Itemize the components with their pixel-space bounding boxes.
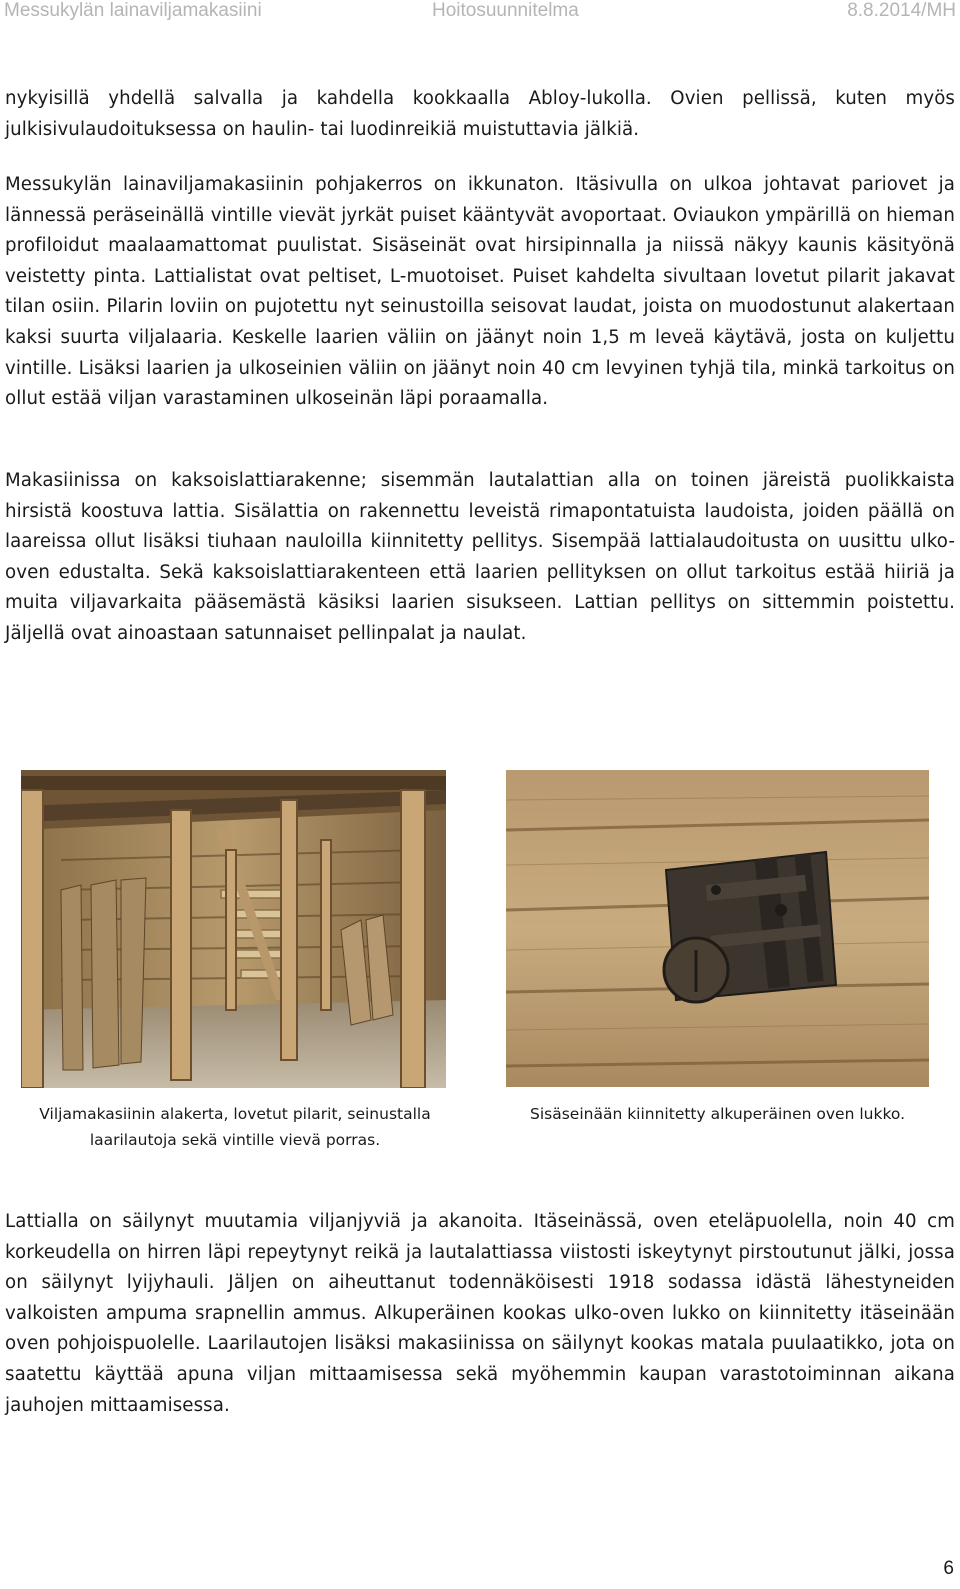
page-header (0, 0, 960, 24)
header-section-title: Hoitosuunnitelma (432, 0, 579, 21)
header-document-title: Messukylän lainaviljamakasiini (4, 0, 262, 21)
figure-caption-ground-floor: Viljamakasiinin alakerta, lovetut pilarit, seinustalla laarilautoja sekä vintille vievä porras. (39, 1105, 431, 1149)
page-number: 6 (943, 1558, 954, 1579)
paragraph-locks: nykyisillä yhdellä salvalla ja kahdella kookkaalla Abloy-lukolla. Ovien pellissä, kuten myös julkisivulaudoituksessa on haulin- tai luodinreikiä muistuttavia jälkiä. (5, 88, 955, 140)
photo-original-door-lock (506, 770, 929, 1087)
paragraph-floor-findings: Lattialla on säilynyt muutamia viljanjyviä ja akanoita. Itäseinässä, oven eteläpuolella, noin 40 cm korkeudella on hirren läpi repeytynyt reikä ja lautalattiassa viistosti iskeytynyt pirstoutunut jälki, jossa on säilynyt lyijyhauli. Jäljen on aiheuttanut todennäköisesti 1918 sodassa idästä lähestyneiden valkoisten ampuma srapnellin ammus. Alkuperäinen kookas ulko-oven lukko on kiinnitetty itäseinään oven pohjoispuolelle. Laarilautojen lisäksi makasiinissa on säilynyt kookas matala puulaatikko, jota on saatettu käyttää apuna viljan mittaamisessa sekä myöhemmin kaupan varastotoiminnan aikana jauhojen mittaamisessa. (5, 1211, 955, 1416)
paragraph-ground-floor: Messukylän lainaviljamakasiinin pohjakerros on ikkunaton. Itäsivulla on ulkoa johtavat pariovet ja lännessä peräseinällä vintille vievät jyrkät puiset kääntyvät avoportaat. Oviaukon ympärillä on hieman profiloidut maalaamattomat puulistat. Sisäseinät ovat hirsipinnalla ja niissä näkyy kaunis käsityönä veistetty pinta. Lattialistat ovat peltiset, L-muotoiset. Puiset kahdelta sivultaan lovetut pilarit jakavat tilan osiin. Pilarin loviin on pujotettu nyt seinustoilla seisovat laudat, joista on muodostunut alakertaan kaksi suurta viljalaaria. Keskelle laarien väliin on jäänyt noin 1,5 m leveä käytävä, josta on kuljettu vintille. Lisäksi laarien ja ulkoseinien väliin on jäänyt noin 40 cm levyinen tyhjä tila, minkä tarkoitus on ollut estää viljan varastaminen ulkoseinän läpi poraamalla. (5, 174, 955, 410)
figure-caption-door-lock: Sisäseinään kiinnitetty alkuperäinen oven lukko. (529, 1105, 906, 1123)
header-date-author: 8.8.2014/MH (847, 0, 956, 21)
paragraph-double-floor: Makasiinissa on kaksoislattiarakenne; sisemmän lautalattian alla on toinen järeistä puolikkaista hirsistä koostuva lattia. Sisälattia on rakennettu leveistä rimapontatuista laudoista, joiden päällä on laareissa ollut lisäksi tiuhaan nauloilla kiinnitetty pellitys. Sisempää lattialaudoitusta on uusittu ulko-oven edustalta. Sekä kaksoislattiarakenteen että laarien pellityksen on ollut tarkoitus estää hiiriä ja muita viljavarkaita pääsemästä käsiksi laarien sisukseen. Lattian pellitys on sittemmin poistettu. Jäljellä ovat ainoastaan satunnaiset pellinpalat ja naulat. (5, 470, 955, 644)
photo-ground-floor-interior (21, 770, 446, 1088)
